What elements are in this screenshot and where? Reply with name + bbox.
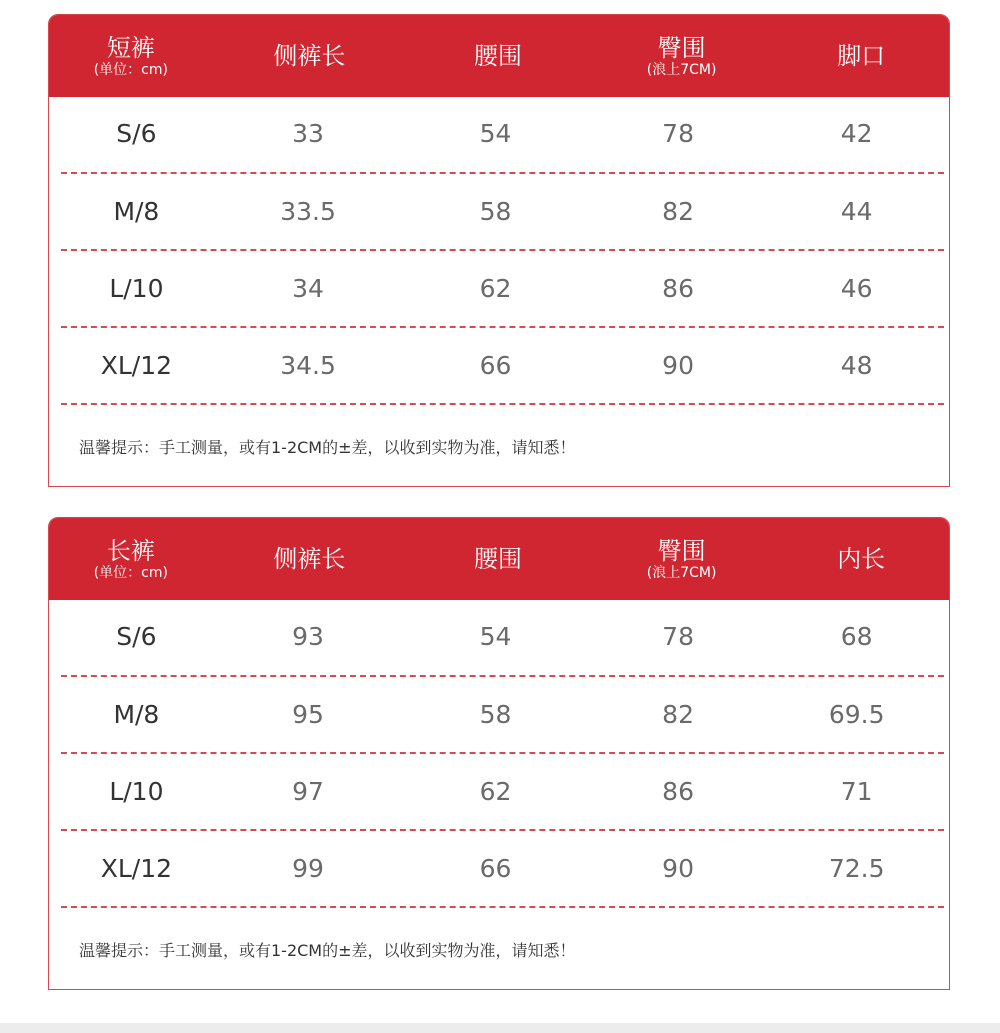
table-row <box>61 754 944 831</box>
size-cell: S/6 <box>116 622 157 651</box>
header-side-length <box>213 43 407 69</box>
value-cell: 97 <box>292 777 324 806</box>
value-cell: 33 <box>292 119 324 148</box>
size-cell: XL/12 <box>100 351 173 380</box>
value-cell: 82 <box>662 700 694 729</box>
table-row <box>61 251 944 328</box>
header-label: 侧裤长 <box>273 545 346 573</box>
header-sublabel: (单位：cm) <box>93 564 168 581</box>
header-label: 臀围 <box>657 536 706 565</box>
value-cell: 42 <box>840 119 873 148</box>
value-cell: 44 <box>840 197 873 226</box>
header-label: 短裤 <box>106 33 155 62</box>
header-category <box>49 538 213 581</box>
header-hip <box>590 538 774 581</box>
value-cell: 54 <box>479 622 512 651</box>
value-cell: 34.5 <box>280 351 336 380</box>
value-cell: 54 <box>479 119 512 148</box>
value-cell: 93 <box>292 622 324 651</box>
table-row <box>61 174 944 251</box>
table-row <box>61 600 944 677</box>
table-header <box>49 518 949 600</box>
header-sublabel: (浪上7CM) <box>646 61 717 78</box>
value-cell: 99 <box>292 854 324 883</box>
value-cell: 72.5 <box>828 854 885 883</box>
size-cell: M/8 <box>113 700 160 729</box>
header-label: 内长 <box>837 545 886 573</box>
value-cell: 62 <box>479 777 512 806</box>
value-cell: 90 <box>662 351 694 380</box>
size-cell: L/10 <box>109 274 164 303</box>
value-cell: 86 <box>662 777 694 806</box>
header-label: 腰围 <box>474 545 522 573</box>
table-row <box>61 677 944 754</box>
header-category <box>49 35 213 78</box>
value-cell: 66 <box>479 854 512 883</box>
value-cell: 34 <box>292 274 324 303</box>
pants-size-table <box>48 517 950 990</box>
measurement-note: 温馨提示：手工测量，或有1-2CM的±差，以收到实物为准，请知悉！ <box>79 941 576 960</box>
value-cell: 58 <box>479 197 512 226</box>
value-cell: 78 <box>662 119 694 148</box>
value-cell: 46 <box>840 274 873 303</box>
value-cell: 69.5 <box>828 700 885 729</box>
value-cell: 33.5 <box>280 197 336 226</box>
header-label: 腰围 <box>474 42 522 70</box>
size-cell: S/6 <box>116 119 157 148</box>
header-hip <box>590 35 774 78</box>
table-row <box>61 97 944 174</box>
header-leg-opening <box>773 43 949 69</box>
value-cell: 90 <box>662 854 694 883</box>
header-label: 长裤 <box>106 536 155 565</box>
table-row <box>61 328 944 405</box>
header-label: 臀围 <box>657 33 706 62</box>
value-cell: 95 <box>292 700 324 729</box>
measurement-note: 温馨提示：手工测量，或有1-2CM的±差，以收到实物为准，请知悉！ <box>79 438 576 457</box>
table-header <box>49 15 949 97</box>
value-cell: 48 <box>840 351 873 380</box>
size-cell: L/10 <box>109 777 164 806</box>
header-sublabel: (浪上7CM) <box>646 564 717 581</box>
header-label: 侧裤长 <box>273 42 346 70</box>
table-row <box>61 831 944 908</box>
size-cell: XL/12 <box>100 854 173 883</box>
size-cell: M/8 <box>113 197 160 226</box>
value-cell: 71 <box>840 777 873 806</box>
header-sublabel: (单位：cm) <box>93 61 168 78</box>
bottom-band <box>0 1023 1000 1033</box>
header-label: 脚口 <box>837 42 886 70</box>
header-waist <box>406 43 590 69</box>
header-inseam <box>773 546 949 572</box>
value-cell: 82 <box>662 197 694 226</box>
value-cell: 68 <box>840 622 873 651</box>
value-cell: 78 <box>662 622 694 651</box>
shorts-size-table <box>48 14 950 487</box>
value-cell: 86 <box>662 274 694 303</box>
value-cell: 58 <box>479 700 512 729</box>
value-cell: 62 <box>479 274 512 303</box>
value-cell: 66 <box>479 351 512 380</box>
header-waist <box>406 546 590 572</box>
header-side-length <box>213 546 407 572</box>
